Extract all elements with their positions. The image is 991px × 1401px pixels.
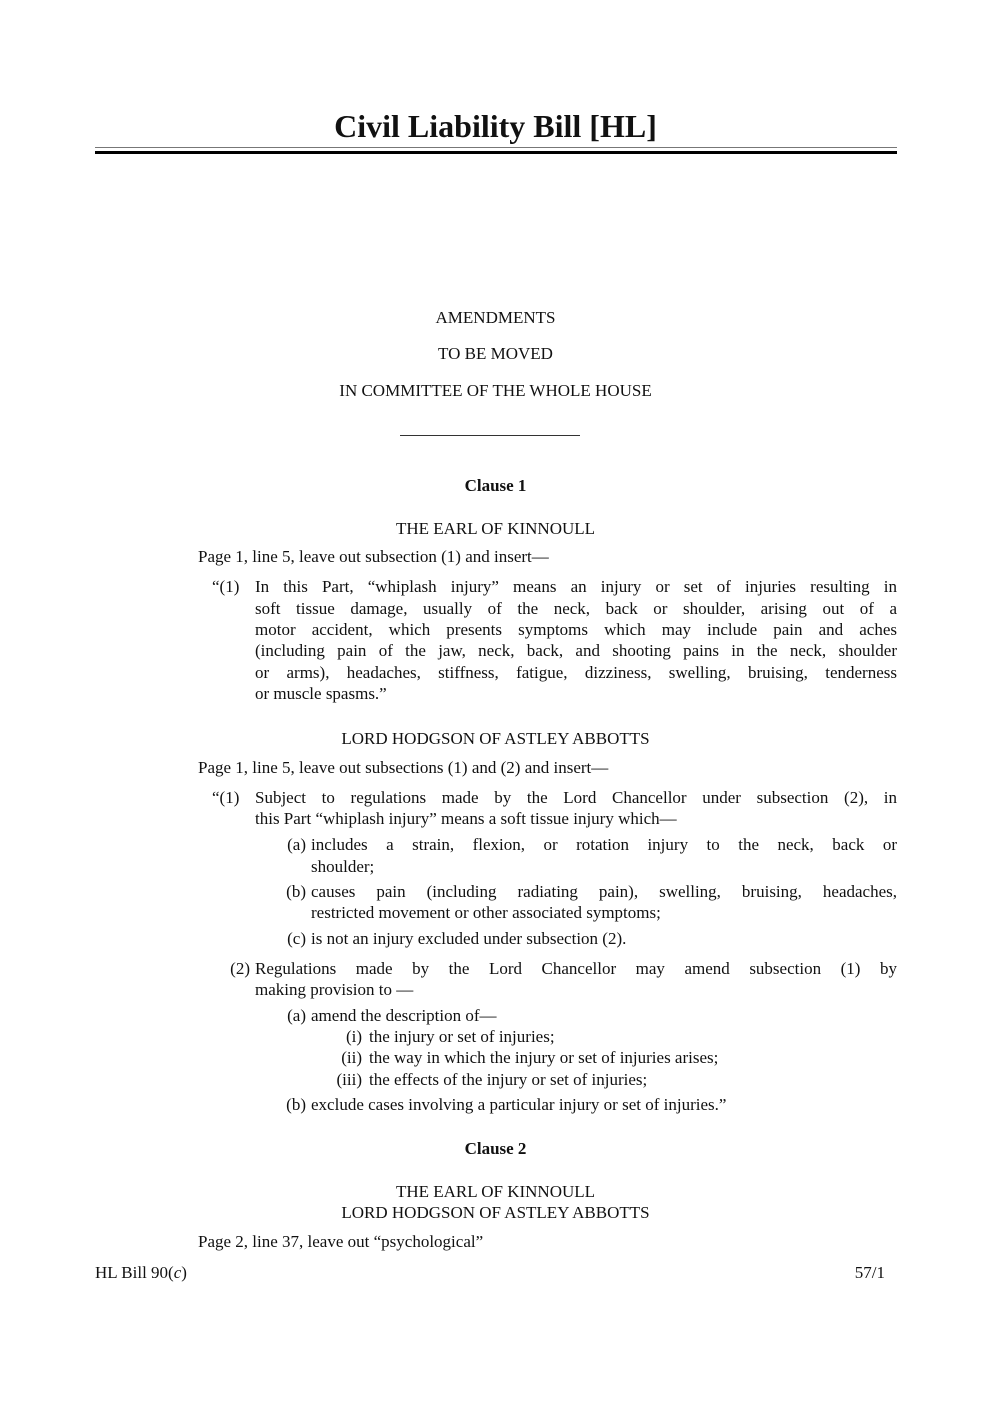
paragraph-text-line: causes pain (including radiating pain), swelling, bruising, headaches, <box>311 882 897 901</box>
paragraph-text-line: exclude cases involving a particular injury or set of injuries.” <box>311 1095 727 1114</box>
amendment-text-line: (including pain of the jaw, neck, back, and shooting pains in the neck, shoulder <box>255 641 897 660</box>
paragraph-label: (a) <box>287 835 306 854</box>
mover-name: THE EARL OF KINNOULL <box>395 519 596 538</box>
heading-to-be-moved: TO BE MOVED <box>438 344 553 363</box>
amendment-text-line: Subject to regulations made by the Lord Chancellor under subsection (2), in <box>255 788 897 807</box>
bill-number <box>95 1262 187 1284</box>
separator-rule <box>400 435 580 436</box>
paragraph-label: (c) <box>287 929 306 948</box>
amendment-text-line: In this Part, “whiplash injury” means an injury or set of injuries resulting in <box>255 577 897 596</box>
paragraph-text-line: amend the description of— <box>311 1006 497 1025</box>
heading-committee: IN COMMITTEE OF THE WHOLE HOUSE <box>339 381 652 400</box>
clause-1-heading: Clause 1 <box>464 476 527 495</box>
mover-name: LORD HODGSON OF ASTLEY ABBOTTS <box>341 1203 650 1222</box>
mover-name: LORD HODGSON OF ASTLEY ABBOTTS <box>341 729 650 748</box>
amendment-reference: 57/1 <box>854 1263 885 1282</box>
mover-name: THE EARL OF KINNOULL <box>395 1182 596 1201</box>
amendment-instruction: Page 1, line 5, leave out subsection (1) and insert— <box>198 547 549 566</box>
bill-number-prefix: HL Bill 90( <box>95 1263 174 1282</box>
amendment-instruction: Page 1, line 5, leave out subsections (1) and (2) and insert— <box>198 758 609 777</box>
title-rule-thin <box>95 147 897 148</box>
document-title: Civil Liability Bill [HL] <box>334 108 657 144</box>
paragraph-text-line: restricted movement or other associated symptoms; <box>311 903 661 922</box>
amendment-text-line: or muscle spasms.” <box>255 684 387 703</box>
paragraph-label: (b) <box>286 882 306 901</box>
amendment-text-line: soft tissue damage, usually of the neck, back or shoulder, arising out of a <box>255 599 897 618</box>
subparagraph-label: (i) <box>345 1027 362 1046</box>
subsection-label: “(1) <box>212 577 240 596</box>
paragraph-label: (b) <box>286 1095 306 1114</box>
bill-number-close: ) <box>181 1263 187 1282</box>
subparagraph-text: the effects of the injury or set of injuries; <box>369 1070 648 1089</box>
paragraph-text-line: is not an injury excluded under subsection (2). <box>311 929 627 948</box>
subsection-label: “(1) <box>212 788 240 807</box>
amendment-text-line: Regulations made by the Lord Chancellor may amend subsection (1) by <box>255 959 897 978</box>
amendment-text-line: this Part “whiplash injury” means a soft tissue injury which— <box>255 809 677 828</box>
clause-2-heading: Clause 2 <box>464 1139 527 1158</box>
subparagraph-label: (iii) <box>336 1070 362 1089</box>
amendment-text-line: or arms), headaches, stiffness, fatigue, dizziness, swelling, bruising, tenderness <box>255 663 897 682</box>
title-rule-thick <box>95 151 897 154</box>
paragraph-text-line: includes a strain, flexion, or rotation injury to the neck, back or <box>311 835 897 854</box>
amendment-text-line: motor accident, which presents symptoms which may include pain and aches <box>255 620 897 639</box>
amendment-instruction: Page 2, line 37, leave out “psychological” <box>198 1232 484 1251</box>
paragraph-text-line: shoulder; <box>311 857 375 876</box>
bill-number-suffix: c <box>173 1263 182 1282</box>
subparagraph-text: the injury or set of injuries; <box>369 1027 555 1046</box>
subsection-label: (2) <box>230 959 250 978</box>
heading-amendments: AMENDMENTS <box>435 308 556 327</box>
subparagraph-label: (ii) <box>341 1048 362 1067</box>
subparagraph-text: the way in which the injury or set of injuries arises; <box>369 1048 719 1067</box>
paragraph-label: (a) <box>287 1006 306 1025</box>
amendment-text-line: making provision to — <box>255 980 414 999</box>
